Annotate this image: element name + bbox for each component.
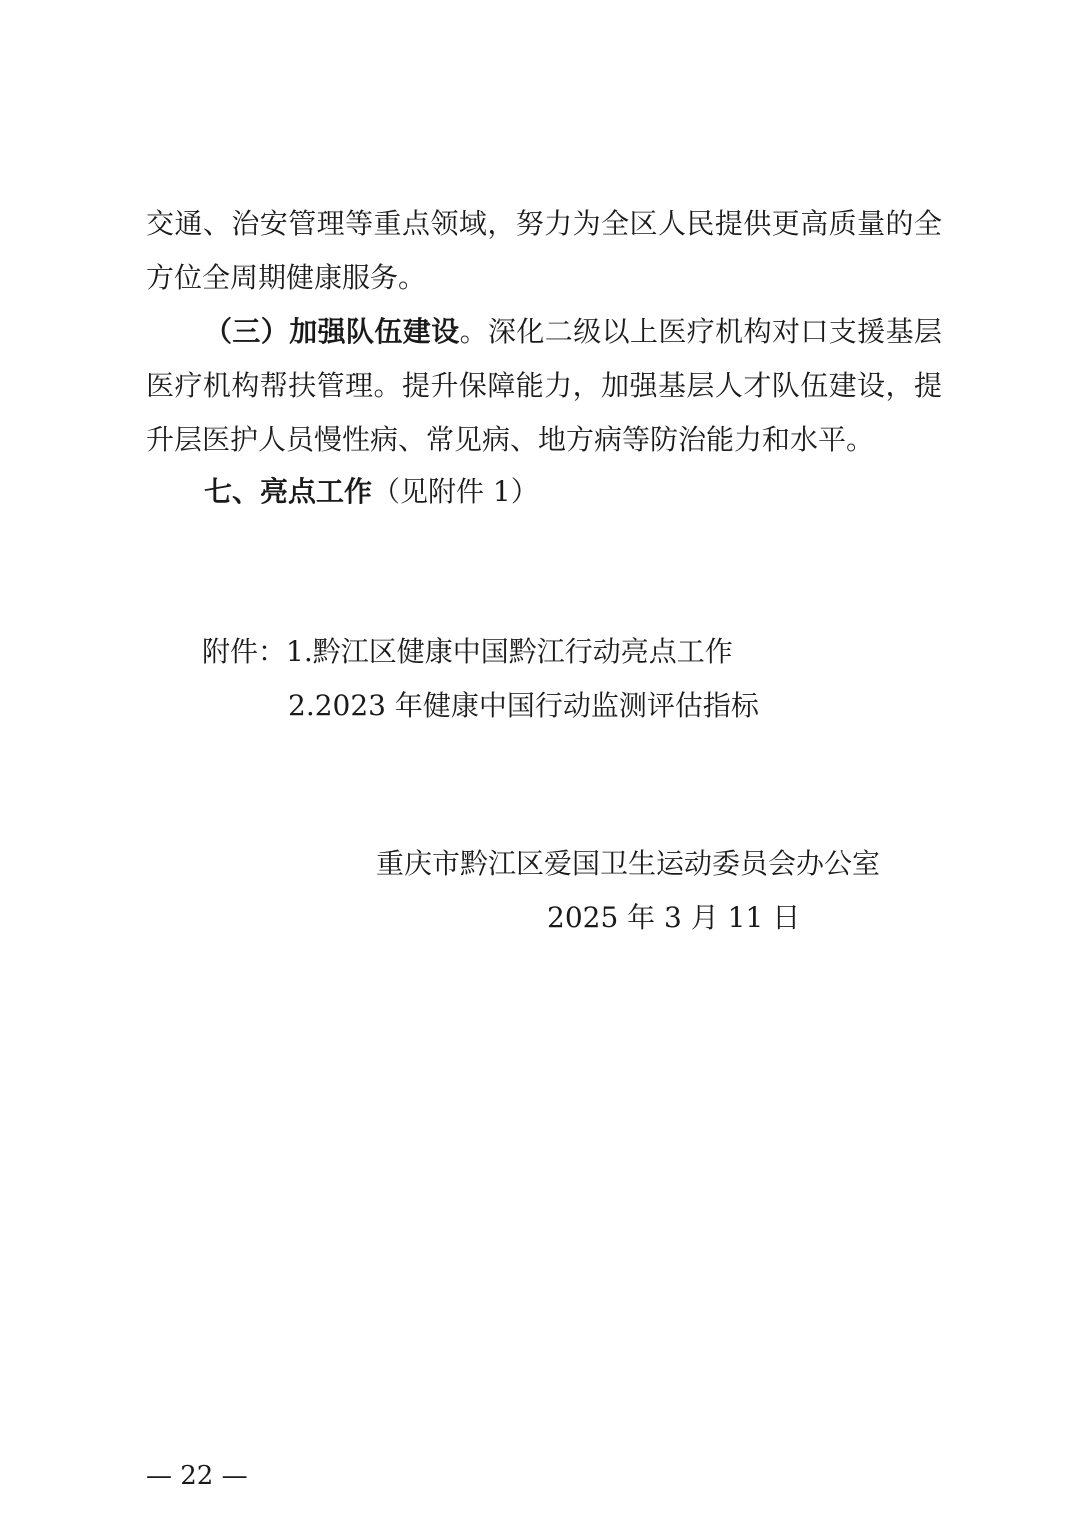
attachment-item-2: 2.2023 年健康中国行动监测评估指标 — [288, 689, 759, 722]
signature-organization: 重庆市黔江区爱国卫生运动委员会办公室 — [376, 847, 881, 880]
subsection-3-line-2: 医疗机构帮扶管理。提升保障能力，加强基层人才队伍建设，提 — [146, 369, 942, 402]
body-line-1: 交通、治安管理等重点领域，努力为全区人民提供更高质量的全 — [146, 207, 942, 240]
section-7-note: （见附件 1） — [372, 475, 539, 508]
subsection-3-heading: （三）加强队伍建设 — [204, 315, 460, 348]
section-7 — [204, 474, 539, 510]
attachment-1 — [202, 634, 733, 670]
subsection-3-first-line — [204, 314, 942, 350]
body-line-2: 方位全周期健康服务。 — [146, 261, 427, 294]
attachment-label: 附件： — [202, 635, 287, 668]
section-7-heading: 七、亮点工作 — [204, 475, 373, 508]
signature-date: 2025 年 3 月 11 日 — [547, 901, 801, 934]
page-number: — 22 — — [146, 1461, 248, 1491]
subsection-3-text: 。深化二级以上医疗机构对口支援基层 — [459, 315, 942, 348]
attachment-item-1: 1.黔江区健康中国黔江行动亮点工作 — [286, 635, 733, 668]
subsection-3-line-3: 升层医护人员慢性病、常见病、地方病等防治能力和水平。 — [146, 423, 875, 456]
